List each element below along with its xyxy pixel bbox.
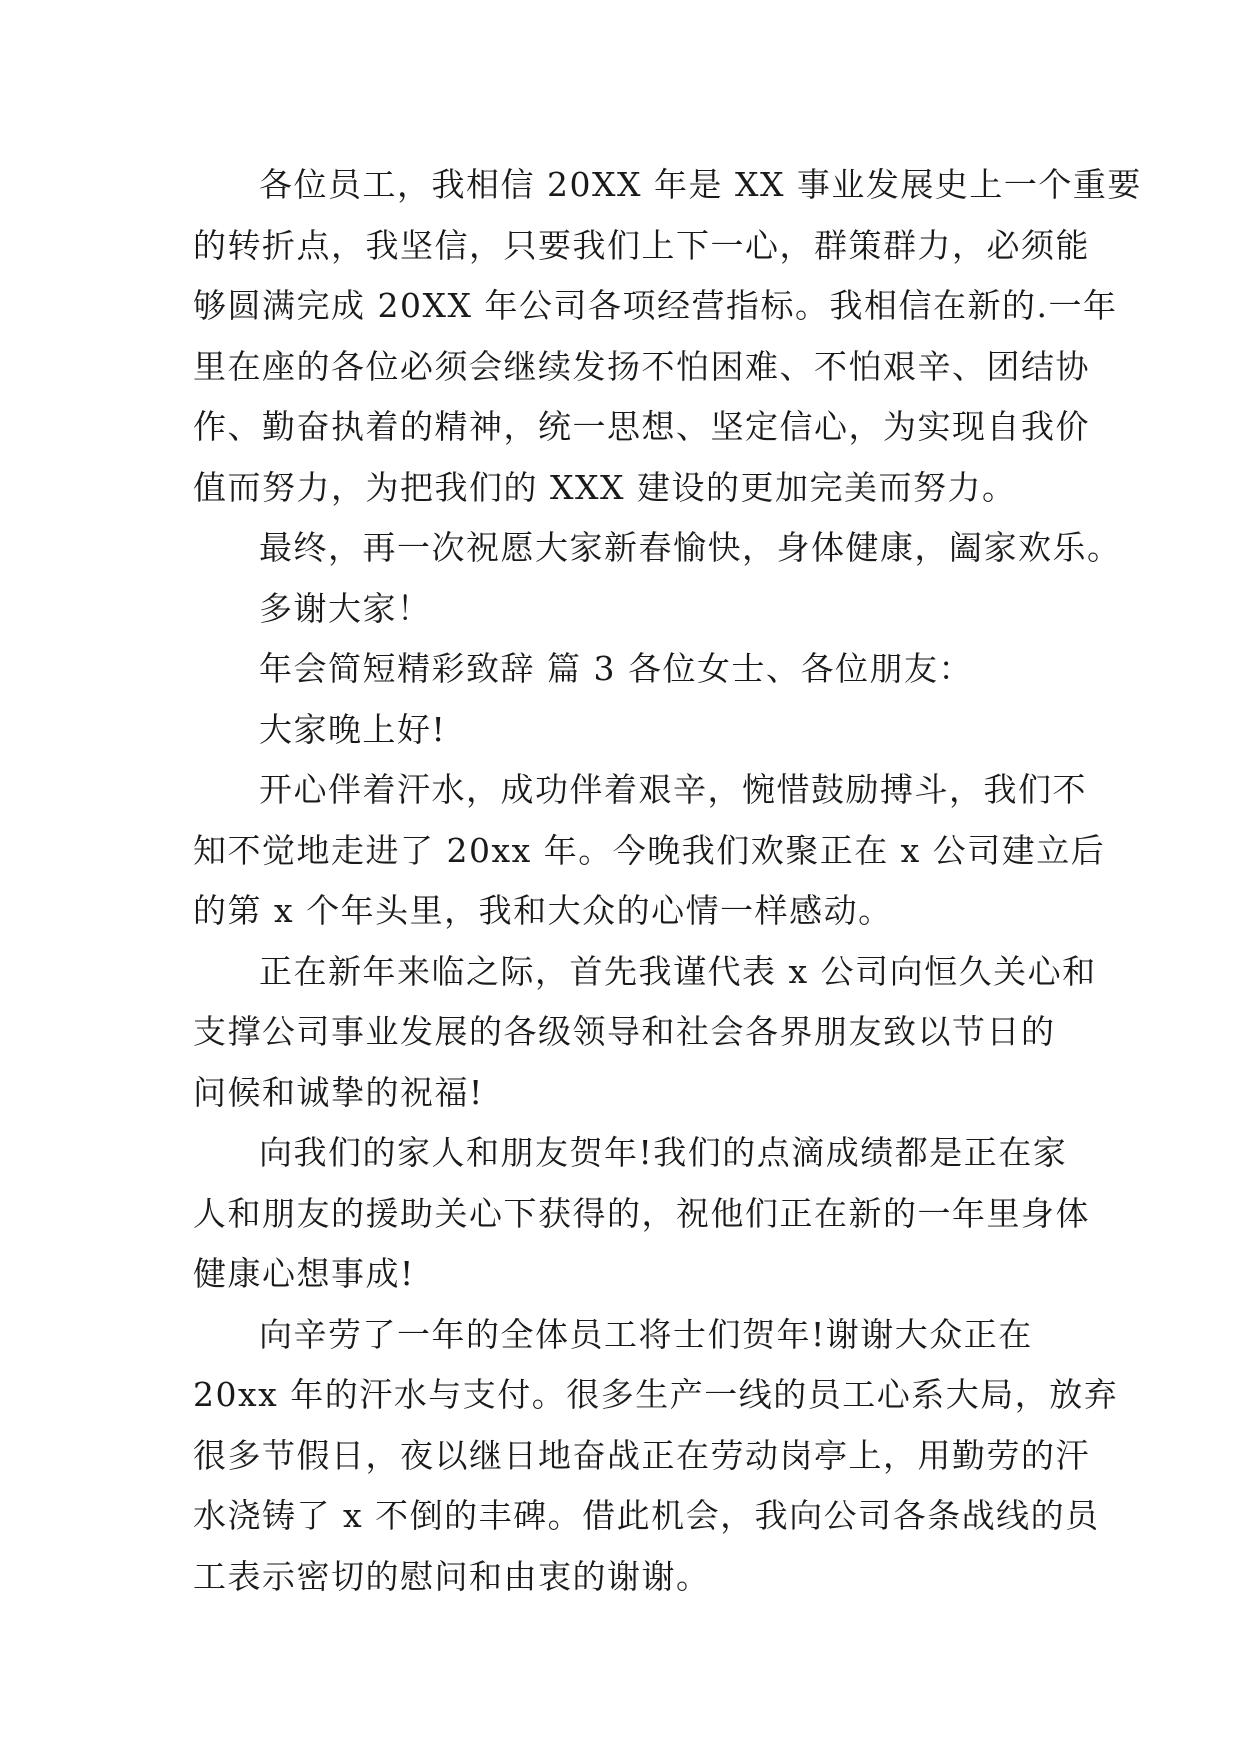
- text-line: 工表示密切的慰问和由衷的谢谢。: [193, 1556, 711, 1596]
- text-line: 作、勤奋执着的精神，统一思想、坚定信心，为实现自我价: [193, 407, 1090, 446]
- text-line: 多谢大家！: [259, 588, 432, 628]
- text-line: 年会简短精彩致辞 篇 3 各位女士、各位朋友：: [259, 649, 973, 688]
- greeting: [193, 700, 1051, 761]
- paragraph-7: [193, 942, 1097, 1124]
- text-line: 问候和诚挚的祝福!: [193, 1072, 484, 1112]
- text-line: 大家晚上好!: [259, 709, 447, 749]
- text-line: 正在新年来临之际，首先我谨代表 x 公司向恒久关心和: [259, 951, 1097, 991]
- text-line: 20xx 年的汗水与支付。很多生产一线的员工心系大局，放弃: [193, 1375, 1119, 1414]
- text-line: 最终，再一次祝愿大家新春愉快，身体健康，阖家欢乐。: [259, 528, 1122, 567]
- text-line: 里在座的各位必须会继续发扬不怕困难、不怕艰辛、团结协: [193, 346, 1090, 386]
- paragraph-9: [193, 1305, 1119, 1608]
- text-line: 健康心想事成!: [193, 1254, 415, 1293]
- text-line: 很多节假日，夜以继日地奋战正在劳动岗亭上，用勤劳的汗: [193, 1435, 1090, 1475]
- text-line: 水浇铸了 x 不倒的丰碑。借此机会，我向公司各条战线的员: [193, 1496, 1100, 1535]
- document-body: [193, 155, 1142, 1607]
- paragraph-8: [193, 1123, 1090, 1305]
- paragraph-6: [193, 760, 1106, 942]
- text-line: 各位员工，我相信 20XX 年是 XX 事业发展史上一个重要: [259, 165, 1142, 204]
- paragraph-2: [193, 518, 1122, 579]
- text-line: 知不觉地走进了 20xx 年。今晚我们欢聚正在 x 公司建立后: [193, 830, 1106, 870]
- text-line: 值而努力，为把我们的 XXX 建设的更加完美而努力。: [193, 467, 1017, 507]
- text-line: 向我们的家人和朋友贺年!我们的点滴成绩都是正在家: [259, 1133, 1068, 1172]
- paragraph-1: [193, 155, 1142, 518]
- text-line: 的转折点，我坚信，只要我们上下一心，群策群力，必须能: [193, 225, 1090, 265]
- text-line: 人和朋友的援助关心下获得的，祝他们正在新的一年里身体: [193, 1193, 1090, 1233]
- section-heading: [193, 639, 1051, 700]
- text-line: 的第 x 个年头里，我和大众的心情一样感动。: [193, 891, 893, 930]
- text-line: 向辛劳了一年的全体员工将士们贺年!谢谢大众正在: [259, 1314, 1033, 1354]
- text-line: 够圆满完成 20XX 年公司各项经营指标。我相信在新的.一年: [193, 286, 1118, 325]
- text-line: 支撑公司事业发展的各级领导和社会各界朋友致以节日的: [193, 1012, 1056, 1051]
- paragraph-3: [193, 579, 1051, 640]
- text-line: 开心伴着汗水，成功伴着艰辛，惋惜鼓励搏斗，我们不: [259, 770, 1087, 809]
